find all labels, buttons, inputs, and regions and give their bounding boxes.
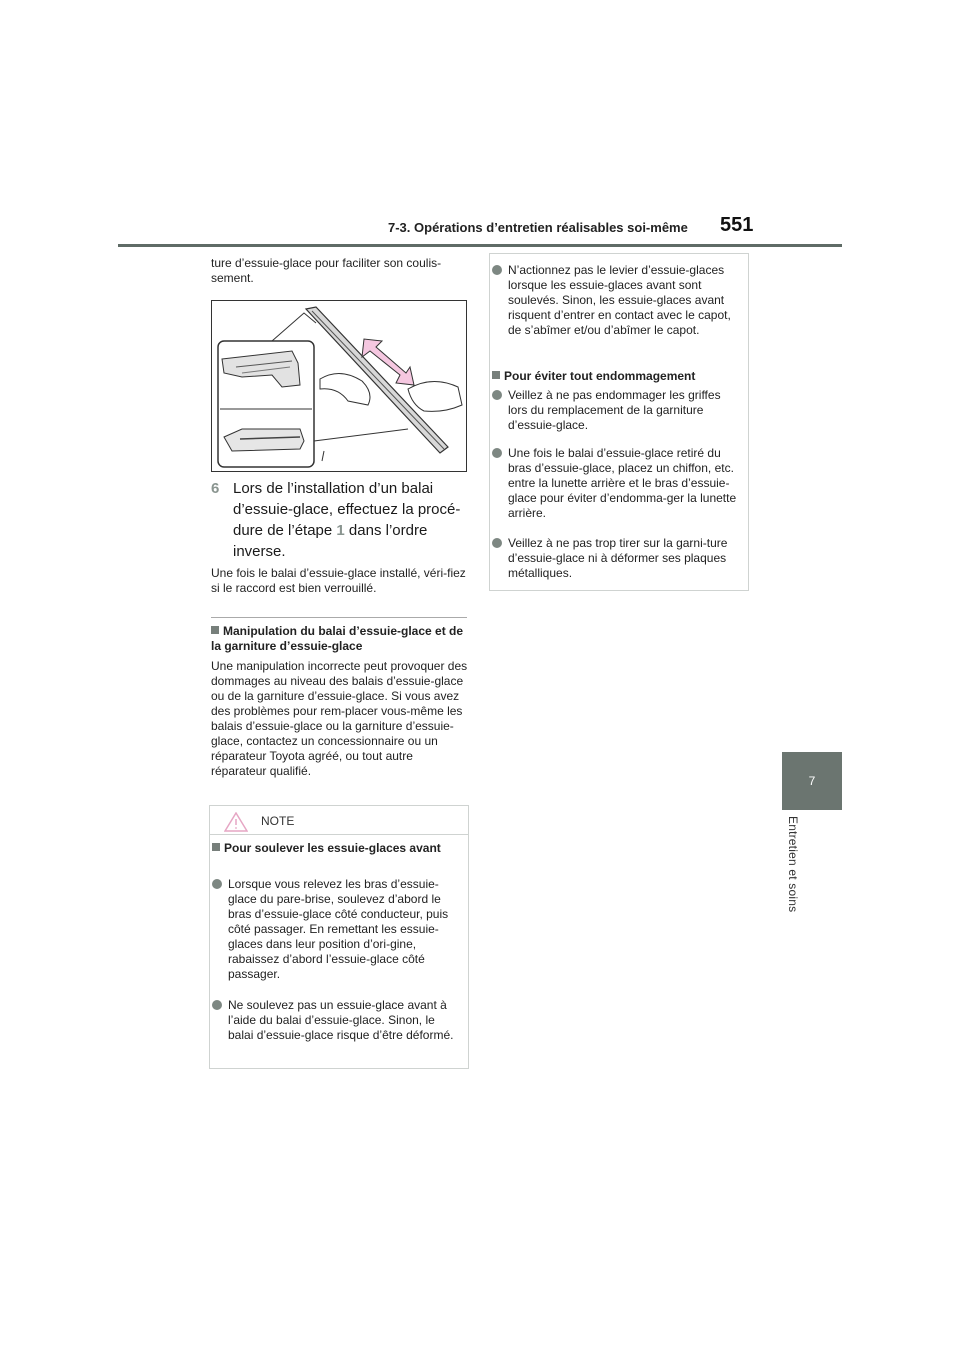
step-number: 6 — [211, 480, 220, 497]
right-bullet-1 — [508, 388, 740, 433]
note-header-rule — [210, 834, 468, 835]
intro-paragraph: ture d’essuie-glace pour faciliter son coulis-sement. — [211, 256, 442, 285]
header-rule — [118, 244, 842, 247]
right-bullet-text: Veillez à ne pas endommager les griffes lors du remplacement de la garniture d’essuie-glace. — [508, 388, 721, 432]
bullet-dot-icon — [492, 390, 502, 400]
section-title: 7-3. Opérations d’entretien réalisables soi-même — [388, 220, 688, 235]
bullet-dot-icon — [212, 1000, 222, 1010]
chapter-label: Entretien et soins — [786, 816, 800, 913]
step-text-after: dans l’ordre inverse. — [233, 522, 428, 560]
bullet-dot-icon — [492, 448, 502, 458]
note-bullet-1 — [228, 877, 460, 982]
note-label: NOTE — [261, 814, 295, 828]
right-bullet-2 — [508, 446, 740, 521]
note-bullet-text: Ne soulevez pas un essuie-glace avant à l’aide du balai d’essuie-glace. Sinon, le balai d’essuie-glace risque d’être déformé. — [228, 998, 454, 1042]
bullet-dot-icon — [212, 879, 222, 889]
note-bullet-text: Lorsque vous relevez les bras d’essuie-glace du pare-brise, soulevez d’abord le bras d’essuie-glace côté conducteur, puis côté passager. En remettant les essuie-glaces dans leur position d’ori-gine, rabaissez d’abord l’essuie-glace côté passager. — [228, 877, 449, 981]
bullet-dot-icon — [492, 265, 502, 275]
note-bullet-2 — [228, 998, 460, 1043]
note-heading — [212, 841, 458, 856]
right-bullet-3 — [508, 536, 740, 581]
warning-triangle-icon — [224, 812, 248, 832]
right-heading-text: Pour éviter tout endommagement — [504, 369, 696, 383]
step-text-before: Lors de l’installation d’un balai d’essuie-glace, effectuez la procé-dure de l’étape — [233, 480, 461, 539]
wiper-illustration — [211, 300, 467, 472]
right-bullet-text: Veillez à ne pas trop tirer sur la garni-ture d’essuie-glace ni à déformer ses plaques métalliques. — [508, 536, 728, 580]
right-bullet-text: N’actionnez pas le levier d’essuie-glaces lorsque les essuie-glaces avant sont soulevés. Sinon, les essuie-glaces avant risquent d’entrer en contact avec le capot, de s’abîmer et/ou d’abîmer le capot. — [508, 263, 731, 337]
right-bullet-text: Une fois le balai d’essuie-glace retiré du bras d’essuie-glace, placez un chiffon, etc. entre la lunette arrière et le bras d’essuie-glace pour éviter d’endomma-ger la lunette arrière. — [508, 446, 737, 520]
manipulation-body: Une manipulation incorrecte peut provoquer des dommages au niveau des balais d’essuie-glace ou de la garniture d’essuie-glace. Si vous avez des problèmes pour rem-placer vous-même les balais d’essuie-glace ou la garniture d’essuie-glace, contactez un concessionnaire ou un réparateur Toyota agréé, ou tout autre réparateur qualifié. — [211, 659, 468, 778]
verification-paragraph: Une fois le balai d’essuie-glace installé, véri-fiez si le raccord est bien verrouillé. — [211, 566, 466, 595]
note-heading-text: Pour soulever les essuie-glaces avant — [224, 841, 441, 855]
square-marker-icon — [212, 843, 220, 851]
step-reference: 1 — [336, 522, 345, 539]
step-text — [233, 478, 469, 562]
wiper-blade-diagram — [212, 301, 466, 471]
section-divider — [211, 617, 467, 618]
bullet-dot-icon — [492, 538, 502, 548]
page-number: 551 — [720, 214, 754, 236]
square-marker-icon — [211, 626, 219, 634]
square-marker-icon — [492, 371, 500, 379]
right-heading — [492, 369, 742, 384]
manipulation-heading — [211, 624, 469, 654]
right-bullet-top — [508, 263, 740, 338]
manipulation-heading-text: Manipulation du balai d’essuie-glace et de la garniture d’essuie-glace — [211, 624, 464, 653]
chapter-number: 7 — [808, 774, 816, 788]
